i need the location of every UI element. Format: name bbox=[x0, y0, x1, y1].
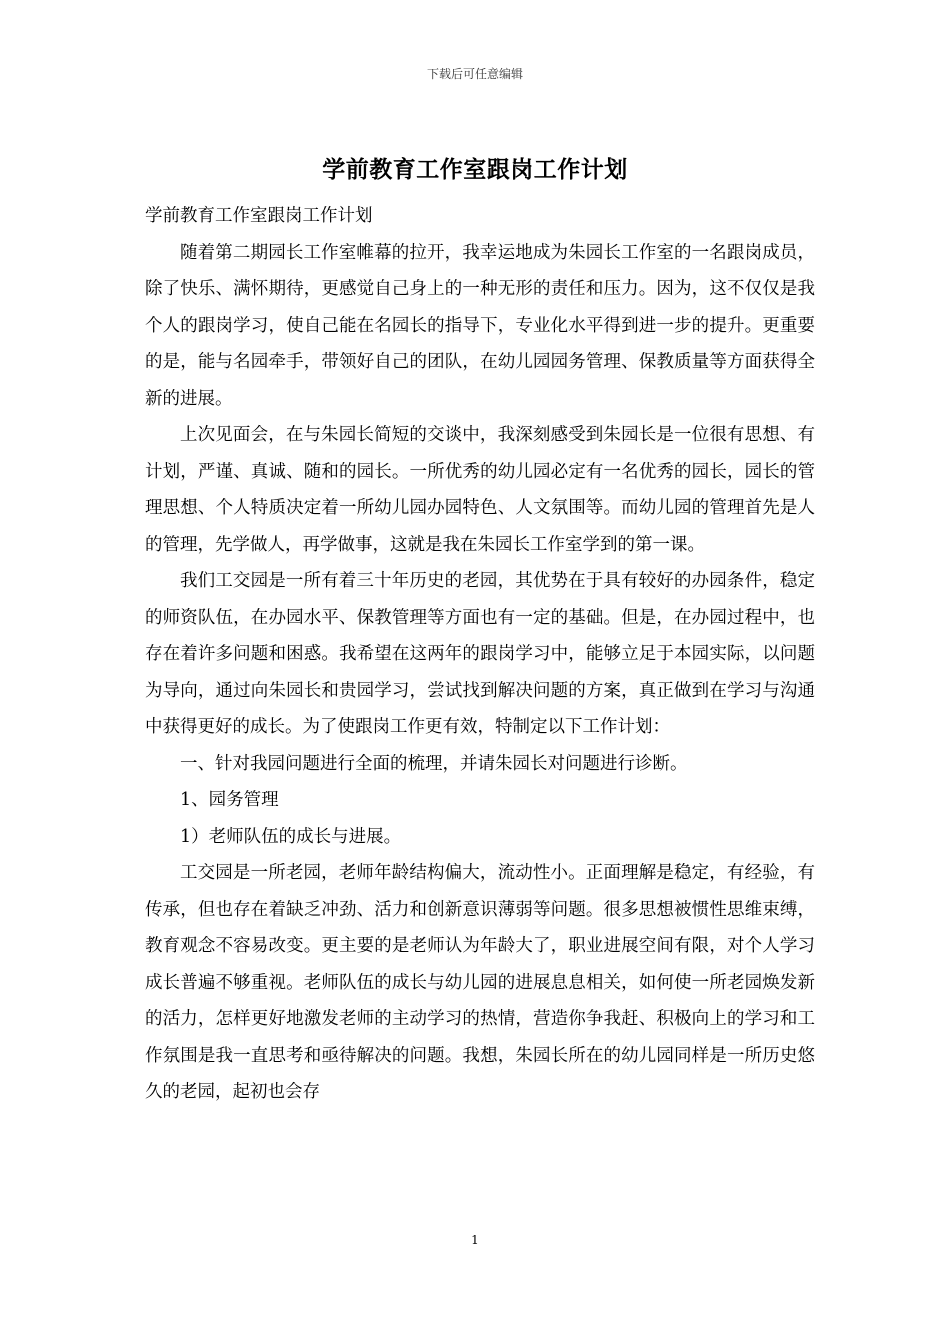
item-heading: 1）老师队伍的成长与进展。 bbox=[180, 826, 402, 847]
paragraph: 工交园是一所老园，老师年龄结构偏大，流动性小。正面理解是稳定，有经验，有传承，但也存在着缺乏冲劲、活力和创新意识薄弱等问题。很多思想被惯性思维束缚，教育观念不容易改变。更主要的是老师认为年龄大了，职业进展空间有限，对个人学习成长普遍不够重视。老师队伍的成长与幼儿园的进展息息相关，如何使一所老园焕发新的活力，怎样更好地激发老师的主动学习的热情，营造你争我赶、积极向上的学习和工作氛围是我一直思考和亟待解决的问题。我想，朱园长所在的幼儿园同样是一所历史悠久的老园，起初也会存 bbox=[145, 863, 815, 1102]
paragraph: 随着第二期园长工作室帷幕的拉开，我幸运地成为朱园长工作室的一名跟岗成员，除了快乐、满怀期待，更感觉自己身上的一种无形的责任和压力。因为，这不仅仅是我个人的跟岗学习，使自己能在名园长的指导下，专业化水平得到进一步的提升。更重要的是，能与名园牵手，带领好自己的团队，在幼儿园园务管理、保教质量等方面获得全新的进展。 bbox=[145, 242, 815, 409]
document-body bbox=[145, 198, 815, 1111]
paragraph: 上次见面会，在与朱园长简短的交谈中，我深刻感受到朱园长是一位很有思想、有计划，严谨、真诚、随和的园长。一所优秀的幼儿园必定有一名优秀的园长，园长的管理思想、个人特质决定着一所幼儿园办园特色、人文氛围等。而幼儿园的管理首先是人的管理，先学做人，再学做事，这就是我在朱园长工作室学到的第一课。 bbox=[145, 425, 815, 555]
document-title: 学前教育工作室跟岗工作计划 bbox=[322, 156, 628, 183]
subsection-heading: 1、园务管理 bbox=[180, 790, 279, 810]
page-header: 下载后可任意编辑 bbox=[426, 67, 523, 81]
paragraph-subtitle: 学前教育工作室跟岗工作计划 bbox=[145, 206, 373, 226]
paragraph: 我们工交园是一所有着三十年历史的老园，其优势在于具有较好的办园条件，稳定的师资队伍，在办园水平、保教管理等方面也有一定的基础。但是，在办园过程中，也存在着许多问题和困惑。我希望在这两年的跟岗学习中，能够立足于本园实际，以问题为导向，通过向朱园长和贵园学习，尝试找到解决问题的方案，真正做到在学习与沟通中获得更好的成长。为了使跟岗工作更有效，特制定以下工作计划： bbox=[145, 571, 815, 737]
page-number: 1 bbox=[471, 1233, 479, 1247]
section-heading: 一、针对我园问题进行全面的梳理，并请朱园长对问题进行诊断。 bbox=[180, 753, 688, 774]
